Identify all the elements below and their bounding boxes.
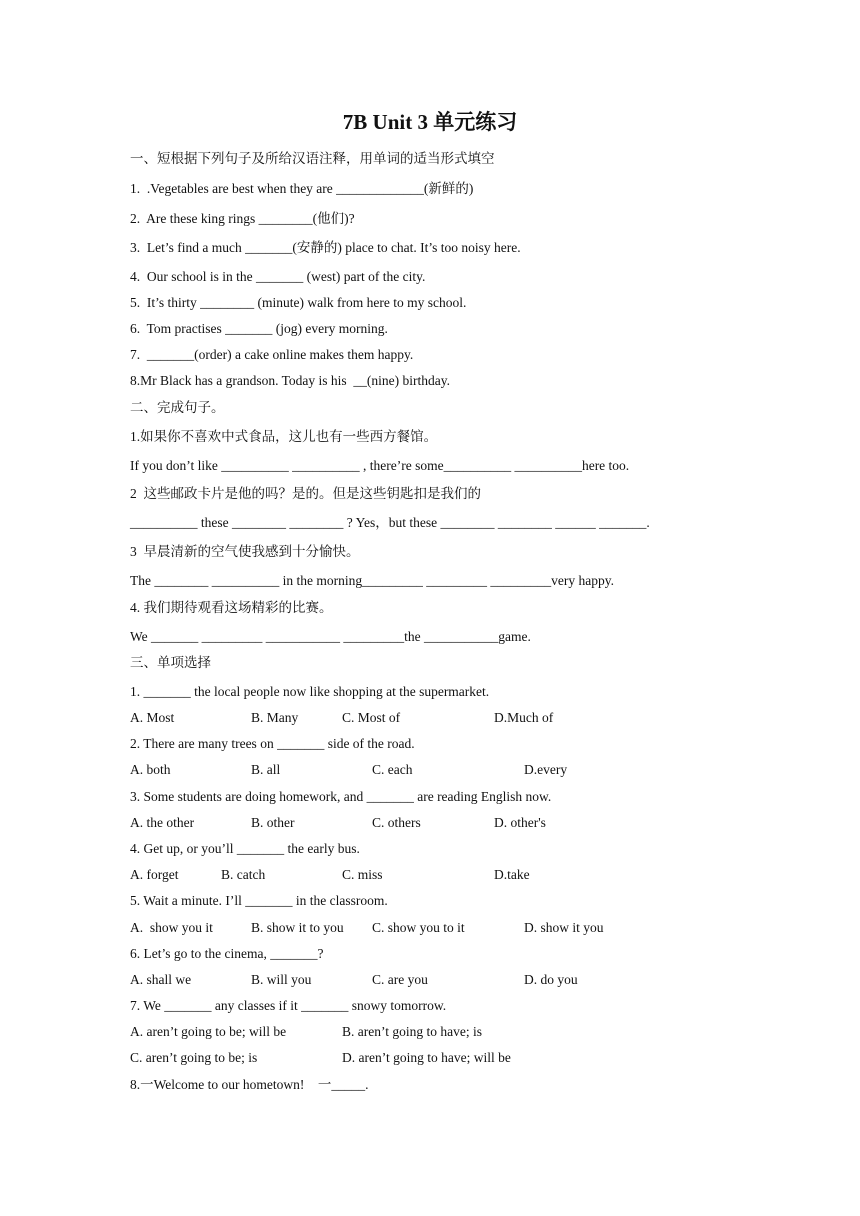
translate-item-2-cn: 2 这些邮政卡片是他的吗？是的。但是这些钥匙扣是我们的 [130, 486, 481, 501]
mc-q3-option-c: C. others [372, 815, 421, 830]
mc-q7-option-a: A. aren’t going to be; will be [130, 1024, 287, 1039]
fill-item-7: 7. _______(order) a cake online makes them happy. [130, 347, 414, 362]
mc-q2-option-b: B. all [251, 762, 281, 777]
mc-q2-option-a: A. both [130, 762, 171, 777]
mc-question-6: 6. Let’s go to the cinema, _______? [130, 946, 324, 961]
mc-question-7: 7. We _______ any classes if it _______ snowy tomorrow. [130, 998, 447, 1013]
translate-item-1-en: If you don’t like __________ __________ , there’re some__________ __________here too. [130, 458, 630, 473]
fill-item-3: 3. Let’s find a much _______(安静的) place to chat. It’s too noisy here. [130, 240, 521, 255]
translate-item-4-en: We _______ _________ ___________ _________the ___________game. [130, 629, 531, 644]
section3-heading: 三、单项选择 [130, 655, 211, 670]
mc-q2-option-c: C. each [372, 762, 413, 777]
mc-q5-option-d: D. show it you [524, 920, 604, 935]
mc-q1-option-a: A. Most [130, 710, 175, 725]
mc-q6-option-c: C. are you [372, 972, 428, 987]
mc-q7-option-d: D. aren’t going to have; will be [342, 1050, 511, 1065]
fill-item-4: 4. Our school is in the _______ (west) part of the city. [130, 269, 426, 284]
mc-q1-option-c: C. Most of [342, 710, 401, 725]
mc-q7-option-c: C. aren’t going to be; is [130, 1050, 258, 1065]
fill-item-5: 5. It’s thirty ________ (minute) walk from here to my school. [130, 295, 467, 310]
mc-q1-option-d: D.Much of [494, 710, 554, 725]
mc-q3-option-a: A. the other [130, 815, 195, 830]
mc-q6-option-b: B. will you [251, 972, 312, 987]
translate-item-3-en: The ________ __________ in the morning_________ _________ _________very happy. [130, 573, 614, 588]
mc-question-5: 5. Wait a minute. I’ll _______ in the classroom. [130, 893, 388, 908]
mc-q7-option-b: B. aren’t going to have; is [342, 1024, 482, 1039]
mc-q3-option-d: D. other's [494, 815, 546, 830]
mc-question-2: 2. There are many trees on _______ side of the road. [130, 736, 415, 751]
mc-q6-option-a: A. shall we [130, 972, 192, 987]
mc-q4-option-d: D.take [494, 867, 530, 882]
mc-question-3: 3. Some students are doing homework, and _______ are reading English now. [130, 789, 552, 804]
fill-item-8: 8.Mr Black has a grandson. Today is his __(nine) birthday. [130, 373, 450, 388]
page-title: 7B Unit 3 单元练习 [342, 110, 518, 134]
fill-item-2: 2. Are these king rings ________(他们)? [130, 211, 355, 226]
section1-heading: 一、短根据下列句子及所给汉语注释，用单词的适当形式填空 [130, 151, 495, 166]
mc-q4-option-c: C. miss [342, 867, 383, 882]
mc-q3-option-b: B. other [251, 815, 295, 830]
mc-q1-option-b: B. Many [251, 710, 299, 725]
mc-q5-option-b: B. show it to you [251, 920, 344, 935]
translate-item-2-en: __________ these ________ ________ ? Yes，but these ________ ________ ______ _______. [130, 515, 650, 530]
mc-q2-option-d: D.every [524, 762, 568, 777]
mc-q4-option-a: A. forget [130, 867, 179, 882]
mc-question-1: 1. _______ the local people now like shopping at the supermarket. [130, 684, 490, 699]
mc-q6-option-d: D. do you [524, 972, 578, 987]
translate-item-3-cn: 3 早晨清新的空气使我感到十分愉快。 [130, 544, 360, 559]
mc-q4-option-b: B. catch [221, 867, 266, 882]
fill-item-6: 6. Tom practises _______ (jog) every morning. [130, 321, 388, 336]
translate-item-1-cn: 1.如果你不喜欢中式食品，这儿也有一些西方餐馆。 [130, 429, 438, 444]
mc-q5-option-a: A. show you it [130, 920, 213, 935]
section2-heading: 二、完成句子。 [130, 400, 225, 415]
mc-question-4: 4. Get up, or you’ll _______ the early bus. [130, 841, 360, 856]
fill-item-1: 1. .Vegetables are best when they are _____________(新鲜的) [130, 181, 474, 196]
mc-q5-option-c: C. show you to it [372, 920, 465, 935]
mc-question-8: 8.一Welcome to our hometown! 一_____. [130, 1077, 369, 1092]
translate-item-4-cn: 4. 我们期待观看这场精彩的比赛。 [130, 600, 333, 615]
